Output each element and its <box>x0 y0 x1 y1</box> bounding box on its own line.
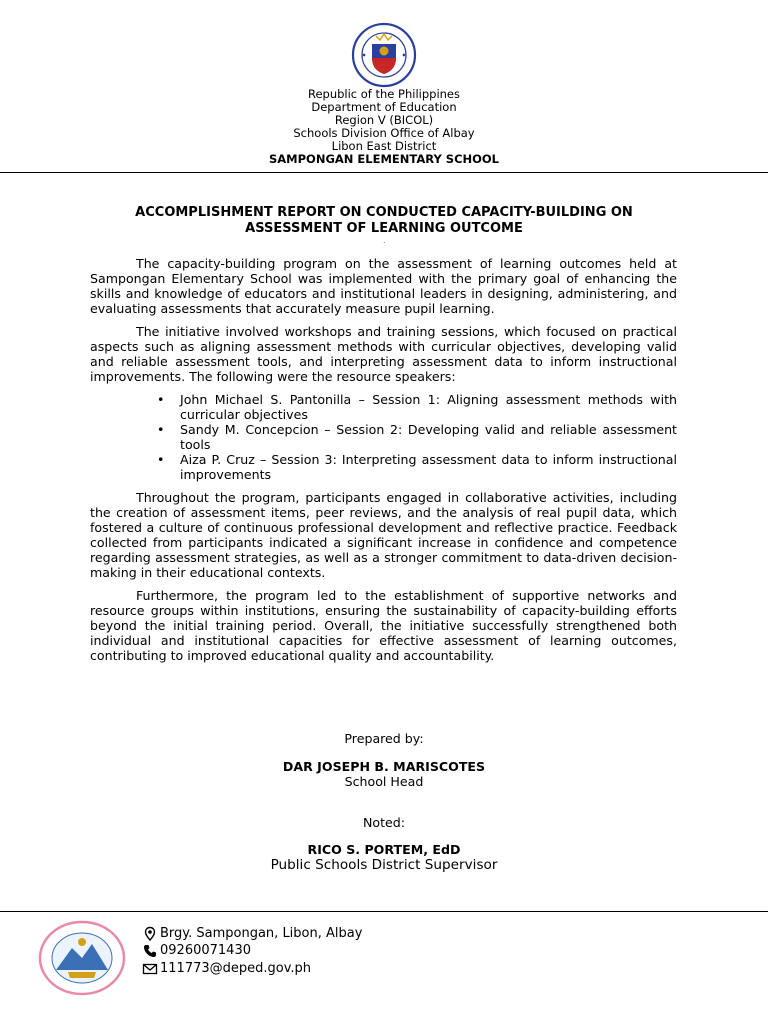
list-item <box>157 452 677 482</box>
speaker-list <box>90 392 677 482</box>
prepared-title: School Head <box>344 774 424 789</box>
prepared-signatory <box>0 759 768 789</box>
divider-dot: . <box>383 236 386 245</box>
paragraph: The initiative involved workshops and training sessions, which focused on practical aspects such as aligning assessment methods with curricular objectives, developing valid and reliable assessment tools, and interpreting assessment data to inform instructional improvements. The following were the resource speakers: <box>90 324 677 384</box>
paragraph: The capacity-building program on the assessment of learning outcomes held at Sampongan Elementary School was implemented with the primary goal of enhancing the skills and knowledge of educators and institutional leaders in designing, administering, and evaluating assessments that accurately measure pupil learning. <box>90 256 677 316</box>
footer-divider <box>0 911 768 912</box>
prepared-by-block <box>0 731 768 746</box>
letterhead-line: Region V (BICOL) <box>334 113 434 127</box>
noted-label: Noted: <box>362 815 406 830</box>
noted-signatory <box>0 842 768 873</box>
paragraph: Throughout the program, participants engaged in collaborative activities, including the creation of assessment items, peer reviews, and the analysis of real pupil data, which fostered a culture of continuous professional development and reflective practice. Feedback collected from participants indicated a significant increase in confidence and competence regarding assessment strategies, as well as a stronger commitment to data-driven decision-making in their educational contexts. <box>90 490 677 580</box>
footer-phone <box>142 943 251 959</box>
letterhead-line: Department of Education <box>311 100 457 114</box>
bullet-icon: • <box>157 452 165 467</box>
letterhead-line: Schools Division Office of Albay <box>293 126 475 140</box>
school-logo <box>38 920 126 996</box>
prepared-name: DAR JOSEPH B. MARISCOTES <box>282 759 486 774</box>
speaker-text: John Michael S. Pantonilla – Session 1: Aligning assessment methods with curricular objectives <box>180 392 677 422</box>
report-title-line: ASSESSMENT OF LEARNING OUTCOME <box>245 221 523 236</box>
noted-name: RICO S. PORTEM, EdD <box>307 842 461 857</box>
email-link[interactable]: 111773@deped.gov.ph <box>160 961 312 976</box>
envelope-icon <box>142 961 158 977</box>
paragraph: Furthermore, the program led to the establishment of supportive networks and resource groups within institutions, ensuring the sustainability of capacity-building efforts beyond the initial training period. Overall, the initiative successfully strengthened both individual and institutional capacities for effective assessment of learning outcomes, contributing to improved educational quality and accountability. <box>90 588 677 663</box>
noted-block <box>0 815 768 830</box>
deped-seal-logo <box>340 22 428 88</box>
bullet-icon: • <box>157 422 165 437</box>
noted-title: Public Schools District Supervisor <box>270 857 498 873</box>
school-name: SAMPONGAN ELEMENTARY SCHOOL <box>268 152 500 166</box>
list-item <box>157 422 677 452</box>
letterhead <box>0 88 768 166</box>
bullet-icon: • <box>157 392 165 407</box>
phone-text: 09260071430 <box>160 943 251 958</box>
header-divider <box>0 172 768 173</box>
report-title <box>90 205 678 237</box>
footer-address <box>142 926 362 942</box>
location-pin-icon <box>142 926 158 942</box>
prepared-label: Prepared by: <box>344 731 424 746</box>
speaker-text: Aiza P. Cruz – Session 3: Interpreting assessment data to inform instructional improvements <box>180 452 677 482</box>
letterhead-line: Republic of the Philippines <box>307 87 461 101</box>
footer-email <box>142 961 311 977</box>
address-text: Brgy. Sampongan, Libon, Albay <box>160 926 363 941</box>
phone-icon <box>142 943 158 959</box>
list-item <box>157 392 677 422</box>
speaker-text: Sandy M. Concepcion – Session 2: Developing valid and reliable assessment tools <box>180 422 677 452</box>
report-title-line: ACCOMPLISHMENT REPORT ON CONDUCTED CAPACITY-BUILDING ON <box>135 205 633 220</box>
letterhead-line: Libon East District <box>331 139 437 153</box>
report-body <box>90 256 677 671</box>
